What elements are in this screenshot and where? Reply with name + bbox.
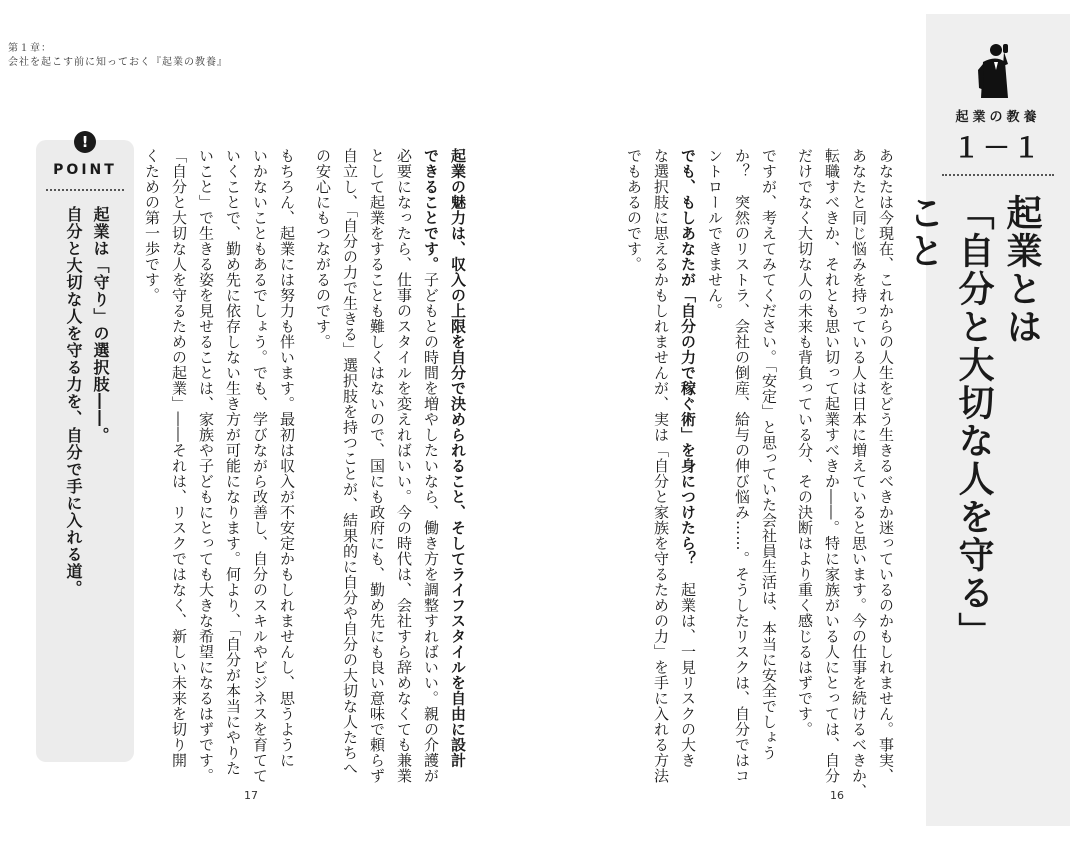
point-label: POINT (53, 162, 117, 178)
running-header-title: 会社を起こす前に知っておく『起業の教養』 (8, 57, 228, 68)
left-col-4: として起業をすることも難しくはないので、国にも政府にも、勤め先にも良い意味で頼らず (368, 148, 386, 784)
left-col-12: くための第一歩です。 (143, 148, 161, 303)
left-col-2-tail: 子どもとの時間を増やしたいなら、働き方を調整すればいい。親の介護が (422, 272, 440, 784)
right-col-1: あなたは今現在、これからの人生をどう生きるべきか迷っているのかもしれません。事実、 (877, 148, 895, 784)
left-col-9: いくことで、勤め先に依存しない生き方が可能になります。何より、「自分が本当にやりた (224, 148, 242, 776)
left-col-10: いこと」で生きる姿を見せることは、家族や子どもにとっても大きな希望になるはずです。 (197, 148, 215, 784)
exclamation-icon: ! (74, 131, 96, 153)
chapter-band (903, 14, 1070, 826)
left-col-6: の安心にもつながるのです。 (314, 148, 332, 350)
right-col-8-tail: 起業は、一見リスクの大き (679, 566, 697, 768)
point-line-1: 起業は「守り」の選択肢――。 (91, 206, 110, 444)
point-divider (46, 189, 124, 191)
series-label: 起業の教養 (955, 110, 1041, 125)
left-col-7: もちろん、起業には努力も伴います。最初は収入が不安定かもしれませんし、思うように (278, 148, 296, 768)
left-col-11: 「自分と大切な人を守るための起業」――それは、リスクではなく、新しい未来を切り開 (170, 148, 188, 768)
point-line-2: 自分と大切な人を守る力を、自分で手に入れる道。 (64, 206, 83, 597)
left-col-2 (421, 148, 442, 784)
right-col-3: 転職すべきか、それとも思い切って起業すべきか――。特に家族がいる人にとっては、自分 (823, 148, 841, 784)
right-col-8 (678, 148, 699, 768)
left-col-8: いかないこともあるでしょう。でも、学びながら改善し、自分のスキルやビジネスを育てて (251, 148, 269, 784)
band-divider (942, 174, 1054, 176)
right-col-2: あなたと同じ悩みを持っている人は日本に増えていると思います。今の仕事を続けるべきか、 (850, 148, 868, 799)
left-col-2-bold: できることです。 (422, 148, 440, 272)
right-col-8-bold: でも、もしあなたが「自分の力で稼ぐ術」を身につけたら？ (679, 148, 697, 567)
left-col-3: 必要になったら、仕事のスタイルを変えればいい。今の時代は、会社すら辞めなくても兼業 (395, 148, 413, 784)
running-header-chapter: 第１章： (8, 43, 52, 54)
right-col-7: ントロールできません。 (706, 148, 724, 319)
left-col-5: 自立し、「自分の力で生きる」選択肢を持つことが、結果的に自分や自分の大切な人たちへ (341, 148, 359, 776)
section-number: １－１ (953, 133, 1043, 164)
right-col-4: だけでなく大切な人の未来も背負っている分、その決断はより重く感じるはずです。 (796, 148, 814, 737)
left-col-1: 起業の魅力は、収入の上限を自分で決められること、そしてライフスタイルを自由に設計 (449, 148, 467, 768)
headline-line-1: 起業とは (1001, 194, 1042, 346)
right-col-6: か？ 突然のリストラ、会社の倒産、給与の伸び悩み……。そうしたリスクは、自分ではコ (733, 148, 751, 784)
headline-line-2: 「自分と大切な人を守る」こと (903, 194, 994, 650)
page-number-left: 17 (244, 789, 258, 802)
page-number-right: 16 (830, 789, 844, 802)
right-col-9: な選択肢に思えるかもしれませんが、実は「自分と家族を守るための力」を手に入れる方法 (652, 148, 670, 784)
point-box (36, 140, 134, 762)
running-header (8, 42, 228, 70)
right-col-5: ですが、考えてみてください。「安定」と思っていた会社員生活は、本当に安全でしょう (760, 148, 778, 761)
person-icon (975, 40, 1021, 100)
right-col-10: でもあるのです。 (625, 148, 643, 272)
